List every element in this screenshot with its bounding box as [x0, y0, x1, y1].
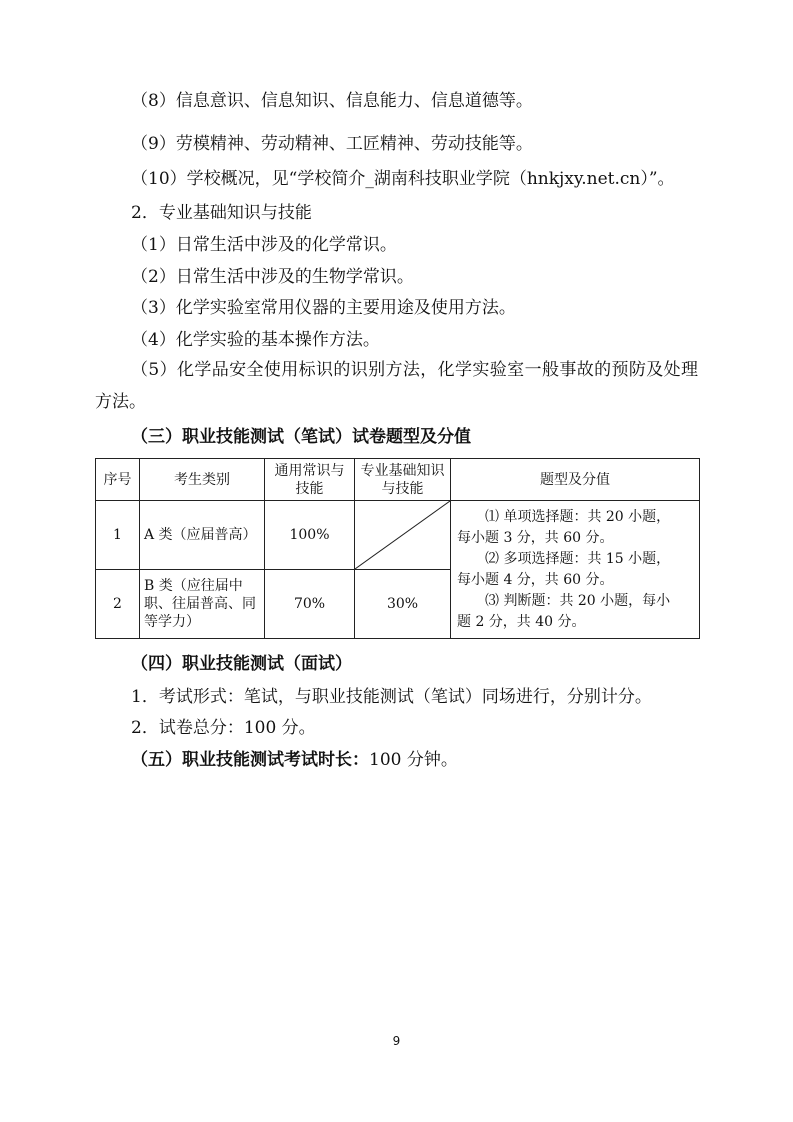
list-item: 2．试卷总分：100 分。	[131, 718, 316, 738]
question-type-line: ⑶ 判断题：共 20 小题，每小	[485, 592, 671, 609]
section-heading: 2．专业基础知识与技能	[131, 203, 312, 223]
list-item: （2）日常生活中涉及的生物学常识。	[131, 267, 414, 287]
table-row	[96, 501, 700, 570]
question-type-line: ⑴ 单项选择题：共 20 小题，	[485, 508, 671, 525]
heading-value: 100 分钟。	[369, 750, 458, 770]
section-heading	[131, 743, 698, 777]
table-cell: 2	[96, 570, 140, 639]
diagonal-line	[355, 501, 450, 569]
question-type-line: 题 2 分，共 40 分。	[457, 613, 586, 630]
table-header-row	[96, 459, 700, 501]
list-item: （3）化学实验室常用仪器的主要用途及使用方法。	[131, 298, 516, 318]
page-number: 9	[392, 1034, 401, 1048]
table-header: 题型及分值	[451, 459, 700, 501]
table-cell: A 类（应届普高）	[140, 501, 265, 570]
table-cell: 1	[96, 501, 140, 570]
list-item: （5）化学品安全使用标识的识别方法，化学实验室一般事故的预防及处理方法。	[95, 360, 698, 412]
heading-label: （五）职业技能测试考试时长：	[131, 750, 369, 770]
table-header: 考生类别	[140, 459, 265, 501]
list-item: 1．考试形式：笔试，与职业技能测试（笔试）同场进行，分别计分。	[131, 687, 652, 707]
question-types-cell	[451, 501, 700, 639]
diagonal-empty-cell	[355, 501, 451, 570]
table-cell: B 类（应往届中职、往届普高、同等学力）	[140, 570, 265, 639]
body-line: （8）信息意识、信息知识、信息能力、信息道德等。	[131, 91, 533, 111]
list-item: （1）日常生活中涉及的化学常识。	[131, 235, 397, 255]
table-cell: 30%	[355, 570, 451, 639]
table-header: 序号	[96, 459, 140, 501]
question-type-line: 每小题 3 分，共 60 分。	[457, 529, 614, 546]
question-type-line: 每小题 4 分，共 60 分。	[457, 571, 614, 588]
table-cell: 70%	[265, 570, 355, 639]
section-heading: （三）职业技能测试（笔试）试卷题型及分值	[131, 427, 471, 447]
table-header: 专业基础知识与技能	[355, 459, 451, 501]
score-table	[95, 458, 700, 639]
body-line: （10）学校概况，见“学校简介_湖南科技职业学院（hnkjxy.net.cn）”。	[131, 169, 675, 189]
body-line: （9）劳模精神、劳动精神、工匠精神、劳动技能等。	[131, 134, 533, 154]
table-cell: 100%	[265, 501, 355, 570]
list-item: （4）化学实验的基本操作方法。	[131, 330, 380, 350]
section-heading: （四）职业技能测试（面试）	[131, 654, 352, 674]
table-header: 通用常识与技能	[265, 459, 355, 501]
question-type-line: ⑵ 多项选择题：共 15 小题，	[485, 550, 671, 567]
